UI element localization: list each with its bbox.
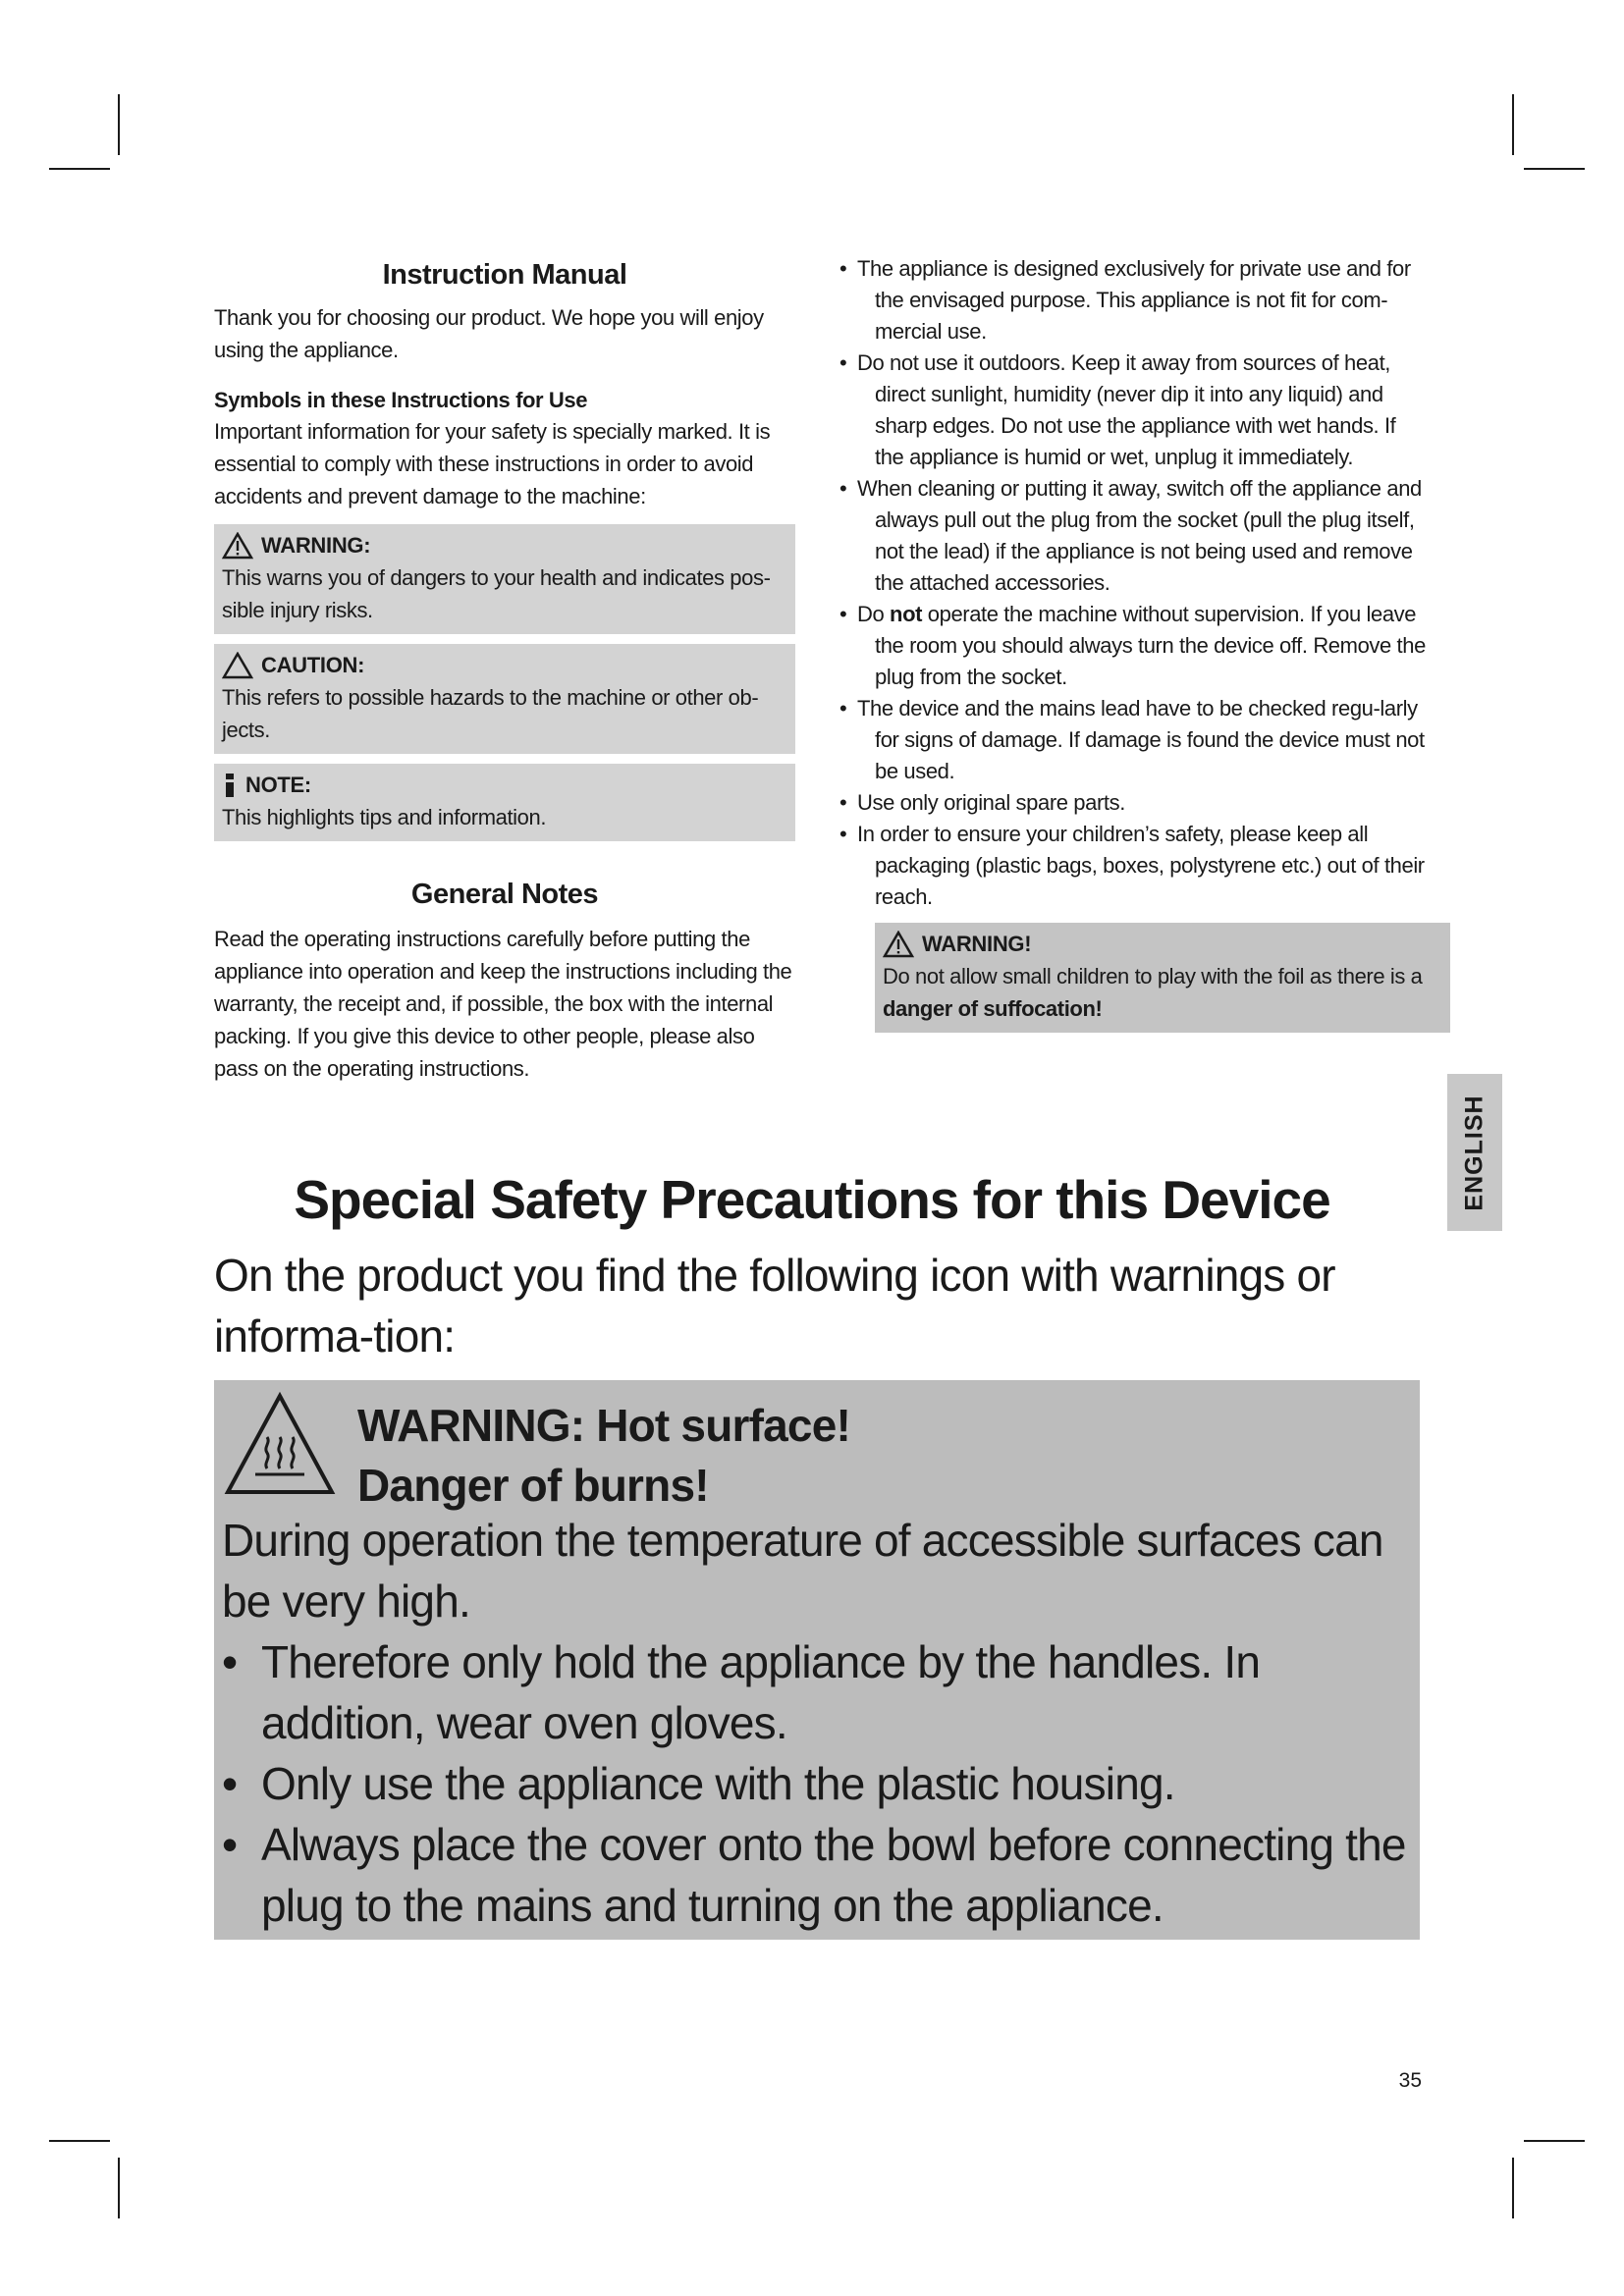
list-item: • Only use the appliance with the plastic housing. xyxy=(222,1753,1412,1814)
special-safety-intro: On the product you find the following icon with warnings or informa-tion: xyxy=(214,1250,1335,1362)
instruction-manual-heading: Instruction Manual xyxy=(382,259,627,291)
caution-triangle-icon xyxy=(222,652,253,679)
burns-danger-title: Danger of burns! xyxy=(357,1460,709,1511)
list-item-not: not xyxy=(890,602,923,626)
suffocation-warning-box xyxy=(875,923,1450,1033)
hot-surface-icon xyxy=(222,1390,338,1498)
special-safety-heading: Special Safety Precautions for this Device xyxy=(294,1169,1330,1230)
list-item: • The appliance is designed exclusively for private use and for the envisaged purpose. This appliance is not fit for com-mercial use. xyxy=(839,253,1429,347)
list-item: • Always place the cover onto the bowl before connecting the plug to the mains and turning on the appliance. xyxy=(222,1814,1412,1936)
list-item-rest: operate the machine without supervision. If you leave the room you should always turn the device off. Remove the plug from the socket. xyxy=(875,602,1426,689)
left-column xyxy=(214,253,795,1085)
list-item: • Do not use it outdoors. Keep it away from sources of heat, direct sunlight, humidity (never dip it into any liquid) and sharp edges. Do not use the appliance with wet hands. If the appliance is humid or wet, unplug it immediately. xyxy=(839,347,1429,473)
info-icon xyxy=(222,772,238,799)
warning-box xyxy=(214,524,795,634)
list-item: • Use only original spare parts. xyxy=(839,787,1429,819)
crop-mark xyxy=(118,94,120,155)
hot-surface-title: WARNING: Hot surface! xyxy=(357,1400,851,1451)
symbols-paragraph: Important information for your safety is specially marked. It is essential to comply with these instructions in order to avoid accidents and prevent damage to the machine: xyxy=(214,419,771,508)
hot-surface-text: During operation the temperature of accessible surfaces can be very high. xyxy=(222,1515,1383,1627)
list-item: • In order to ensure your children’s safety, please keep all packaging (plastic bags, boxes, polystyrene etc.) out of their reach. xyxy=(839,819,1429,913)
warning-triangle-icon xyxy=(222,532,253,560)
note-box xyxy=(214,764,795,841)
page-number: 35 xyxy=(1398,2069,1422,2092)
symbols-heading: Symbols in these Instructions for Use xyxy=(214,388,588,412)
list-item xyxy=(839,599,1429,693)
suffocation-warning-strong: danger of suffocation! xyxy=(883,996,1103,1021)
suffocation-warning-title: WARNING! xyxy=(922,932,1032,956)
intro-paragraph: Thank you for choosing our product. We hope you will enjoy using the appliance. xyxy=(214,305,764,362)
safety-bullet-list xyxy=(839,253,1429,913)
list-item: • When cleaning or putting it away, switch off the appliance and always pull out the plug from the socket (pull the plug itself, not the lead) if the appliance is not being used and remove the attached accessories. xyxy=(839,473,1429,599)
note-box-text: This highlights tips and information. xyxy=(222,805,547,829)
crop-mark xyxy=(118,2158,120,2218)
suffocation-warning-text: Do not allow small children to play with the foil as there is a xyxy=(883,964,1423,988)
list-item: • Therefore only hold the appliance by the handles. In addition, wear oven gloves. xyxy=(222,1631,1412,1753)
caution-box xyxy=(214,644,795,754)
warning-box-title: WARNING: xyxy=(261,533,371,558)
general-notes-heading: General Notes xyxy=(410,879,599,910)
language-tab-label: ENGLISH xyxy=(1460,1094,1489,1211)
crop-mark xyxy=(1524,168,1585,170)
list-item: • The device and the mains lead have to be checked regu-larly for signs of damage. If damage is found the device must not be used. xyxy=(839,693,1429,787)
crop-mark xyxy=(49,2140,110,2142)
note-box-title: NOTE: xyxy=(245,773,311,797)
right-column xyxy=(839,253,1429,1033)
caution-box-text: This refers to possible hazards to the machine or other ob-jects. xyxy=(222,685,759,742)
crop-mark xyxy=(1512,2158,1514,2218)
warning-box-text: This warns you of dangers to your health and indicates pos-sible injury risks. xyxy=(222,565,771,622)
crop-mark xyxy=(1524,2140,1585,2142)
general-notes-paragraph: Read the operating instructions carefully before putting the appliance into operation and keep the instructions including the warranty, the receipt and, if possible, the box with the internal packing. If you give this device to other people, please also pass on the operating instructions. xyxy=(214,927,792,1081)
crop-mark xyxy=(49,168,110,170)
caution-box-title: CAUTION: xyxy=(261,653,365,677)
warning-triangle-icon xyxy=(883,931,914,958)
crop-mark xyxy=(1512,94,1514,155)
hot-surface-bullet-list xyxy=(222,1631,1412,1936)
list-item-do: Do xyxy=(857,602,885,626)
hot-surface-warning-box xyxy=(214,1380,1420,1940)
